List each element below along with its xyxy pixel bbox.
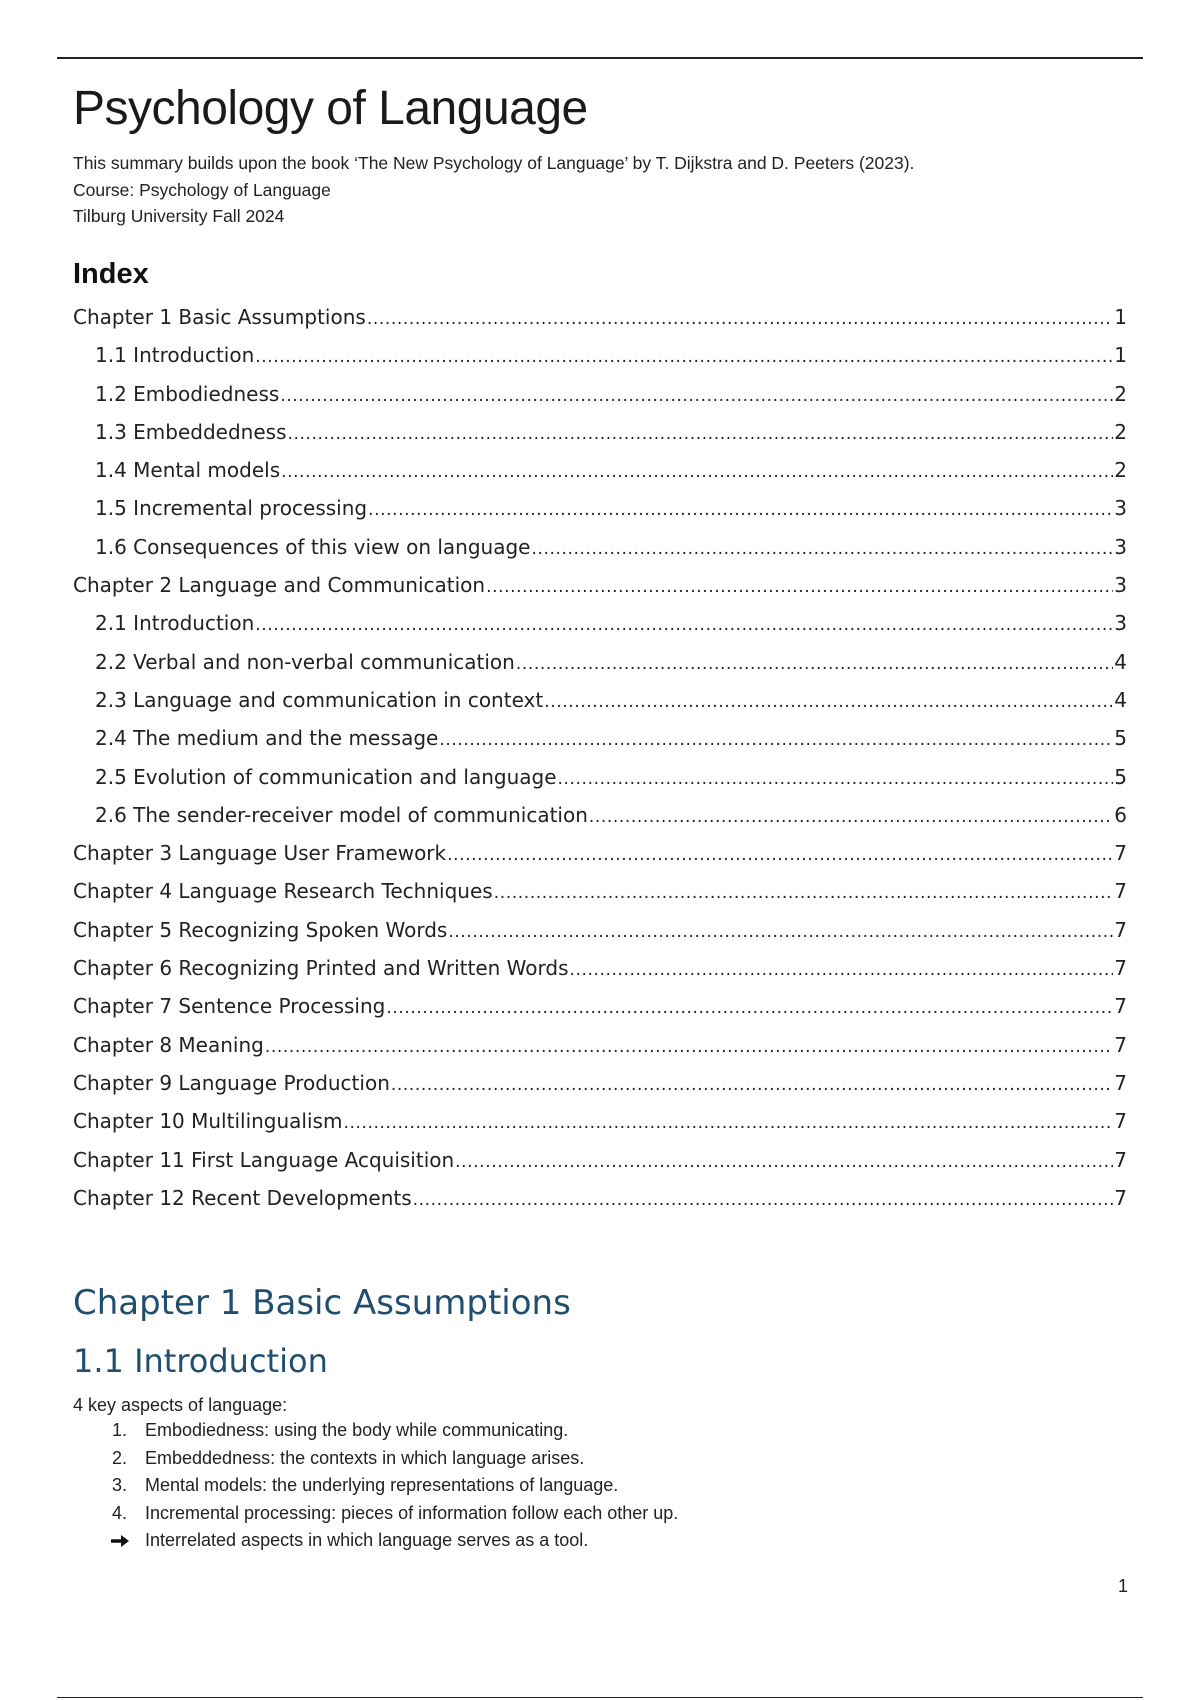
- toc-leader: [391, 1064, 1113, 1104]
- list-marker: 2.: [112, 1447, 128, 1468]
- toc-entry-title: Chapter 10 Multilingualism: [73, 1109, 343, 1134]
- list-item-conclusion: [100, 1527, 678, 1555]
- toc-entry-page: 7: [1114, 841, 1127, 866]
- toc-entry[interactable]: [73, 336, 1127, 374]
- toc-entry-page: 3: [1114, 611, 1127, 636]
- arrow-right-icon: [100, 1527, 145, 1555]
- toc-entry-page: 7: [1114, 1032, 1127, 1057]
- toc-entry-title: Chapter 7 Sentence Processing: [73, 994, 386, 1019]
- toc-entry[interactable]: [73, 719, 1127, 757]
- toc-leader: [255, 604, 1113, 644]
- toc-entry[interactable]: [73, 1102, 1127, 1140]
- list-marker: 1.: [112, 1420, 128, 1440]
- list-item: [100, 1500, 678, 1528]
- toc-entry-title: 1.2 Embodiedness: [95, 381, 280, 406]
- toc-entry-title: Chapter 4 Language Research Techniques: [73, 879, 493, 904]
- toc-entry-page: 5: [1114, 726, 1127, 751]
- list-marker: 4.: [112, 1502, 128, 1523]
- list-item: [100, 1472, 678, 1500]
- list-conclusion-text: Interrelated aspects in which language serves as a tool.: [145, 1530, 589, 1550]
- toc-leader: [455, 1141, 1113, 1181]
- toc-leader: [494, 872, 1114, 912]
- toc-entry-page: 7: [1114, 879, 1127, 904]
- toc-leader: [486, 566, 1113, 606]
- toc-entry-page: 4: [1114, 687, 1127, 712]
- toc-entry[interactable]: [73, 1026, 1127, 1064]
- toc-entry-page: 4: [1114, 649, 1127, 674]
- toc-entry-page: 7: [1114, 1147, 1127, 1172]
- toc-entry-page: 5: [1114, 764, 1127, 789]
- toc-entry-page: 7: [1114, 1109, 1127, 1134]
- toc-entry[interactable]: [73, 1179, 1127, 1217]
- toc-leader: [439, 719, 1113, 759]
- list-item-text: Incremental processing: pieces of information follow each other up.: [145, 1502, 679, 1523]
- toc-entry-title: 2.4 The medium and the message: [95, 726, 439, 751]
- toc-entry[interactable]: [73, 796, 1127, 834]
- toc-entry-page: 2: [1114, 458, 1127, 483]
- document-title: Psychology of Language: [73, 82, 588, 135]
- table-of-contents: [73, 298, 1127, 1217]
- toc-entry[interactable]: [73, 528, 1127, 566]
- toc-entry[interactable]: [73, 451, 1127, 489]
- list-item: [100, 1417, 678, 1445]
- toc-entry-page: 2: [1114, 419, 1127, 444]
- toc-entry[interactable]: [73, 758, 1127, 796]
- toc-entry[interactable]: [73, 566, 1127, 604]
- meta-line-course: Course: Psychology of Language: [73, 179, 331, 200]
- toc-entry[interactable]: [73, 298, 1127, 336]
- toc-entry[interactable]: [73, 604, 1127, 642]
- chapter-heading: Chapter 1 Basic Assumptions: [73, 1283, 571, 1323]
- list-marker: 3.: [112, 1475, 128, 1495]
- toc-entry-title: Chapter 9 Language Production: [73, 1070, 390, 1095]
- toc-entry-page: 2: [1114, 381, 1127, 406]
- toc-entry-title: Chapter 12 Recent Developments: [73, 1185, 412, 1210]
- key-aspects-list: [100, 1417, 678, 1555]
- toc-entry-page: 3: [1114, 534, 1127, 559]
- toc-leader: [531, 528, 1113, 568]
- toc-entry-title: 1.1 Introduction: [95, 343, 255, 368]
- toc-leader: [255, 336, 1113, 376]
- toc-entry-title: 2.5 Evolution of communication and language: [95, 764, 557, 789]
- toc-entry-page: 7: [1114, 994, 1127, 1019]
- toc-entry-title: 1.3 Embeddedness: [95, 419, 287, 444]
- toc-entry-page: 7: [1114, 1070, 1127, 1095]
- toc-leader: [281, 451, 1113, 491]
- list-item-text: Embeddedness: the contexts in which language arises.: [145, 1447, 585, 1468]
- toc-entry[interactable]: [73, 681, 1127, 719]
- toc-leader: [413, 1179, 1114, 1219]
- toc-entry-title: 2.1 Introduction: [95, 611, 255, 636]
- toc-entry-title: 1.6 Consequences of this view on language: [95, 534, 531, 559]
- toc-entry-page: 7: [1114, 956, 1127, 981]
- toc-entry-page: 7: [1114, 1185, 1127, 1210]
- toc-entry-title: Chapter 5 Recognizing Spoken Words: [73, 917, 448, 942]
- list-item-text: Embodiedness: using the body while communicating.: [145, 1420, 569, 1440]
- top-rule: [57, 57, 1143, 59]
- toc-leader: [386, 987, 1113, 1027]
- toc-leader: [589, 796, 1113, 836]
- toc-entry-page: 7: [1114, 917, 1127, 942]
- toc-leader: [558, 758, 1114, 798]
- toc-entry-title: Chapter 1 Basic Assumptions: [73, 305, 366, 329]
- toc-entry[interactable]: [73, 643, 1127, 681]
- toc-entry[interactable]: [73, 872, 1127, 910]
- toc-entry-title: 2.3 Language and communication in context: [95, 687, 544, 712]
- toc-entry-title: Chapter 3 Language User Framework: [73, 841, 447, 866]
- toc-leader: [448, 911, 1113, 951]
- toc-entry-title: Chapter 8 Meaning: [73, 1032, 264, 1057]
- toc-entry-page: 1: [1114, 305, 1127, 329]
- list-item-text: Mental models: the underlying representations of language.: [145, 1475, 619, 1495]
- toc-entry[interactable]: [73, 911, 1127, 949]
- toc-entry[interactable]: [73, 1064, 1127, 1102]
- toc-entry-title: Chapter 6 Recognizing Printed and Written Words: [73, 956, 569, 981]
- toc-leader: [570, 949, 1114, 989]
- toc-entry-page: 6: [1114, 802, 1127, 827]
- toc-entry-title: 2.6 The sender-receiver model of communication: [95, 802, 588, 827]
- toc-entry-title: Chapter 2 Language and Communication: [73, 573, 486, 598]
- toc-entry[interactable]: [73, 1141, 1127, 1179]
- toc-entry-title: 2.2 Verbal and non-verbal communication: [95, 649, 515, 674]
- toc-entry[interactable]: [73, 834, 1127, 872]
- section-heading: 1.1 Introduction: [73, 1342, 328, 1380]
- toc-leader: [280, 375, 1113, 415]
- meta-line-university: Tilburg University Fall 2024: [73, 206, 285, 226]
- document-meta: [73, 150, 914, 230]
- section-intro: 4 key aspects of language:: [73, 1395, 288, 1415]
- toc-entry-page: 3: [1114, 573, 1127, 598]
- toc-leader: [447, 834, 1113, 874]
- page-number: 1: [1117, 1576, 1128, 1596]
- toc-entry[interactable]: [73, 949, 1127, 987]
- bottom-rule: [57, 1697, 1143, 1698]
- toc-entry-page: 3: [1114, 496, 1127, 521]
- toc-entry-title: 1.4 Mental models: [95, 458, 281, 483]
- list-item: [100, 1445, 678, 1473]
- toc-leader: [265, 1026, 1113, 1066]
- index-heading: Index: [73, 258, 149, 290]
- toc-leader: [343, 1102, 1113, 1142]
- meta-line-source: This summary builds upon the book ‘The New Psychology of Language’ by T. Dijkstra and D. Peeters (2023).: [73, 153, 915, 173]
- toc-entry[interactable]: [73, 375, 1127, 413]
- toc-entry-page: 1: [1114, 343, 1127, 368]
- toc-entry[interactable]: [73, 413, 1127, 451]
- toc-leader: [288, 413, 1114, 453]
- toc-entry[interactable]: [73, 987, 1127, 1025]
- toc-entry[interactable]: [73, 489, 1127, 527]
- toc-leader: [367, 298, 1113, 338]
- toc-leader: [544, 681, 1113, 721]
- toc-leader: [516, 643, 1113, 683]
- toc-entry-title: 1.5 Incremental processing: [95, 496, 368, 521]
- toc-entry-title: Chapter 11 First Language Acquisition: [73, 1147, 455, 1172]
- toc-leader: [368, 489, 1113, 529]
